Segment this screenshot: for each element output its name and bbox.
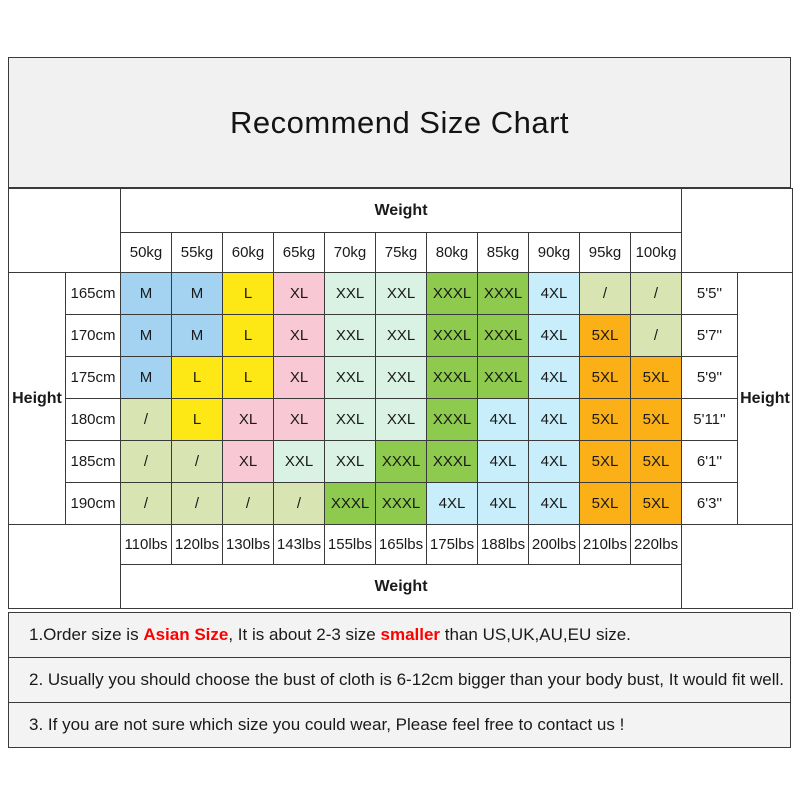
note-highlight: smaller [380, 625, 441, 644]
size-cell: XXXL [478, 357, 529, 399]
size-cell: XXXL [325, 483, 376, 525]
size-cell: XXXL [427, 315, 478, 357]
size-cell: 5XL [580, 399, 631, 441]
weight-lbs-cell-1: 120lbs [172, 525, 223, 565]
size-row-185cm [9, 441, 793, 483]
size-cell: / [121, 399, 172, 441]
top-left-corner-cell [9, 189, 121, 273]
size-cell: 4XL [529, 441, 580, 483]
size-cell: L [172, 399, 223, 441]
size-cell: / [631, 273, 682, 315]
note-text: 3. If you are not sure which size you could wear, Please feel free to contact us ! [29, 715, 625, 734]
size-cell: / [274, 483, 325, 525]
size-cell: M [172, 315, 223, 357]
size-cell: XL [274, 315, 325, 357]
size-row-170cm [9, 315, 793, 357]
weight-lbs-cell-10: 220lbs [631, 525, 682, 565]
note-1 [8, 612, 791, 658]
size-cell: XXXL [478, 273, 529, 315]
size-row-190cm [9, 483, 793, 525]
note-3 [8, 702, 791, 748]
weight-lbs-cell-3: 143lbs [274, 525, 325, 565]
size-cell: M [121, 357, 172, 399]
weight-header-top: Weight [121, 189, 682, 233]
top-right-corner-cell [682, 189, 793, 273]
size-cell: XXXL [376, 441, 427, 483]
size-cell: 4XL [529, 357, 580, 399]
size-cell: XXL [325, 399, 376, 441]
weight-kg-cell-7: 85kg [478, 233, 529, 273]
note-text: 1.Order size is [29, 625, 144, 644]
size-cell: XXL [325, 273, 376, 315]
size-row-165cm [9, 273, 793, 315]
weight-kg-cell-3: 65kg [274, 233, 325, 273]
weight-kg-cell-10: 100kg [631, 233, 682, 273]
height-ft-cell: 5'9'' [682, 357, 738, 399]
size-cell: M [172, 273, 223, 315]
note-text: than US,UK,AU,EU size. [440, 625, 631, 644]
height-ft-cell: 5'7'' [682, 315, 738, 357]
weight-lbs-cell-6: 175lbs [427, 525, 478, 565]
height-cm-cell: 175cm [66, 357, 121, 399]
weight-kg-cell-4: 70kg [325, 233, 376, 273]
size-cell: 5XL [580, 357, 631, 399]
weight-header-row [9, 189, 793, 233]
weight-kg-row [9, 233, 793, 273]
size-cell: XXL [325, 441, 376, 483]
size-cell: 5XL [580, 315, 631, 357]
size-row-175cm [9, 357, 793, 399]
size-cell: 4XL [478, 399, 529, 441]
note-highlight: Asian Size [143, 625, 229, 644]
size-cell: XXL [376, 399, 427, 441]
size-cell: XXXL [478, 315, 529, 357]
size-cell: / [580, 273, 631, 315]
size-cell: 4XL [529, 315, 580, 357]
page-title: Recommend Size Chart [229, 104, 570, 140]
size-cell: XXL [325, 357, 376, 399]
size-cell: 5XL [631, 399, 682, 441]
height-label-right: Height [738, 273, 793, 525]
title-box [8, 57, 791, 188]
size-cell: L [172, 357, 223, 399]
size-cell: XXXL [427, 441, 478, 483]
size-cell: 5XL [580, 483, 631, 525]
size-cell: M [121, 273, 172, 315]
height-cm-cell: 165cm [66, 273, 121, 315]
size-chart-table [8, 188, 793, 609]
height-ft-cell: 6'1'' [682, 441, 738, 483]
size-cell: 5XL [631, 441, 682, 483]
weight-kg-cell-8: 90kg [529, 233, 580, 273]
size-cell: L [223, 357, 274, 399]
size-cell: XL [274, 399, 325, 441]
size-cell: XXXL [427, 357, 478, 399]
weight-kg-cell-2: 60kg [223, 233, 274, 273]
note-text: 2. Usually you should choose the bust of cloth is 6-12cm bigger than your body bust, It would fit well. [29, 670, 785, 689]
height-ft-cell: 5'11'' [682, 399, 738, 441]
height-ft-cell: 6'3'' [682, 483, 738, 525]
size-cell: 4XL [529, 273, 580, 315]
weight-lbs-cell-2: 130lbs [223, 525, 274, 565]
size-cell: / [121, 483, 172, 525]
weight-kg-cell-0: 50kg [121, 233, 172, 273]
size-cell: / [172, 441, 223, 483]
size-cell: XXL [376, 273, 427, 315]
size-cell: / [172, 483, 223, 525]
bottom-left-corner-cell [9, 525, 121, 609]
height-ft-cell: 5'5'' [682, 273, 738, 315]
size-cell: 4XL [478, 441, 529, 483]
size-cell: 5XL [631, 357, 682, 399]
size-cell: XXL [325, 315, 376, 357]
size-cell: 5XL [631, 483, 682, 525]
height-label-left: Height [9, 273, 66, 525]
size-cell: M [121, 315, 172, 357]
size-cell: 4XL [478, 483, 529, 525]
size-cell: / [223, 483, 274, 525]
note-2 [8, 657, 791, 703]
size-cell: XXXL [427, 273, 478, 315]
size-cell: XXL [376, 357, 427, 399]
weight-lbs-cell-9: 210lbs [580, 525, 631, 565]
height-cm-cell: 180cm [66, 399, 121, 441]
height-cm-cell: 185cm [66, 441, 121, 483]
weight-lbs-cell-8: 200lbs [529, 525, 580, 565]
size-cell: 4XL [529, 399, 580, 441]
size-cell: XL [223, 399, 274, 441]
size-row-180cm [9, 399, 793, 441]
size-cell: XXL [376, 315, 427, 357]
weight-lbs-cell-7: 188lbs [478, 525, 529, 565]
weight-lbs-cell-5: 165lbs [376, 525, 427, 565]
size-cell: 4XL [427, 483, 478, 525]
size-cell: L [223, 315, 274, 357]
size-cell: XXXL [376, 483, 427, 525]
size-cell: XL [274, 273, 325, 315]
weight-header-bottom: Weight [121, 565, 682, 609]
size-cell: 5XL [580, 441, 631, 483]
weight-lbs-cell-0: 110lbs [121, 525, 172, 565]
weight-lbs-row [9, 525, 793, 565]
size-cell: / [121, 441, 172, 483]
height-cm-cell: 190cm [66, 483, 121, 525]
size-cell: L [223, 273, 274, 315]
bottom-right-corner-cell [682, 525, 793, 609]
size-cell: / [631, 315, 682, 357]
note-text: , It is about 2-3 size [228, 625, 381, 644]
weight-kg-cell-5: 75kg [376, 233, 427, 273]
weight-lbs-cell-4: 155lbs [325, 525, 376, 565]
weight-kg-cell-1: 55kg [172, 233, 223, 273]
size-cell: XXL [274, 441, 325, 483]
weight-kg-cell-9: 95kg [580, 233, 631, 273]
size-cell: XL [223, 441, 274, 483]
height-cm-cell: 170cm [66, 315, 121, 357]
size-cell: XXXL [427, 399, 478, 441]
size-cell: XL [274, 357, 325, 399]
notes-section [8, 612, 791, 748]
weight-header-bottom-row [9, 565, 793, 609]
weight-kg-cell-6: 80kg [427, 233, 478, 273]
size-cell: 4XL [529, 483, 580, 525]
